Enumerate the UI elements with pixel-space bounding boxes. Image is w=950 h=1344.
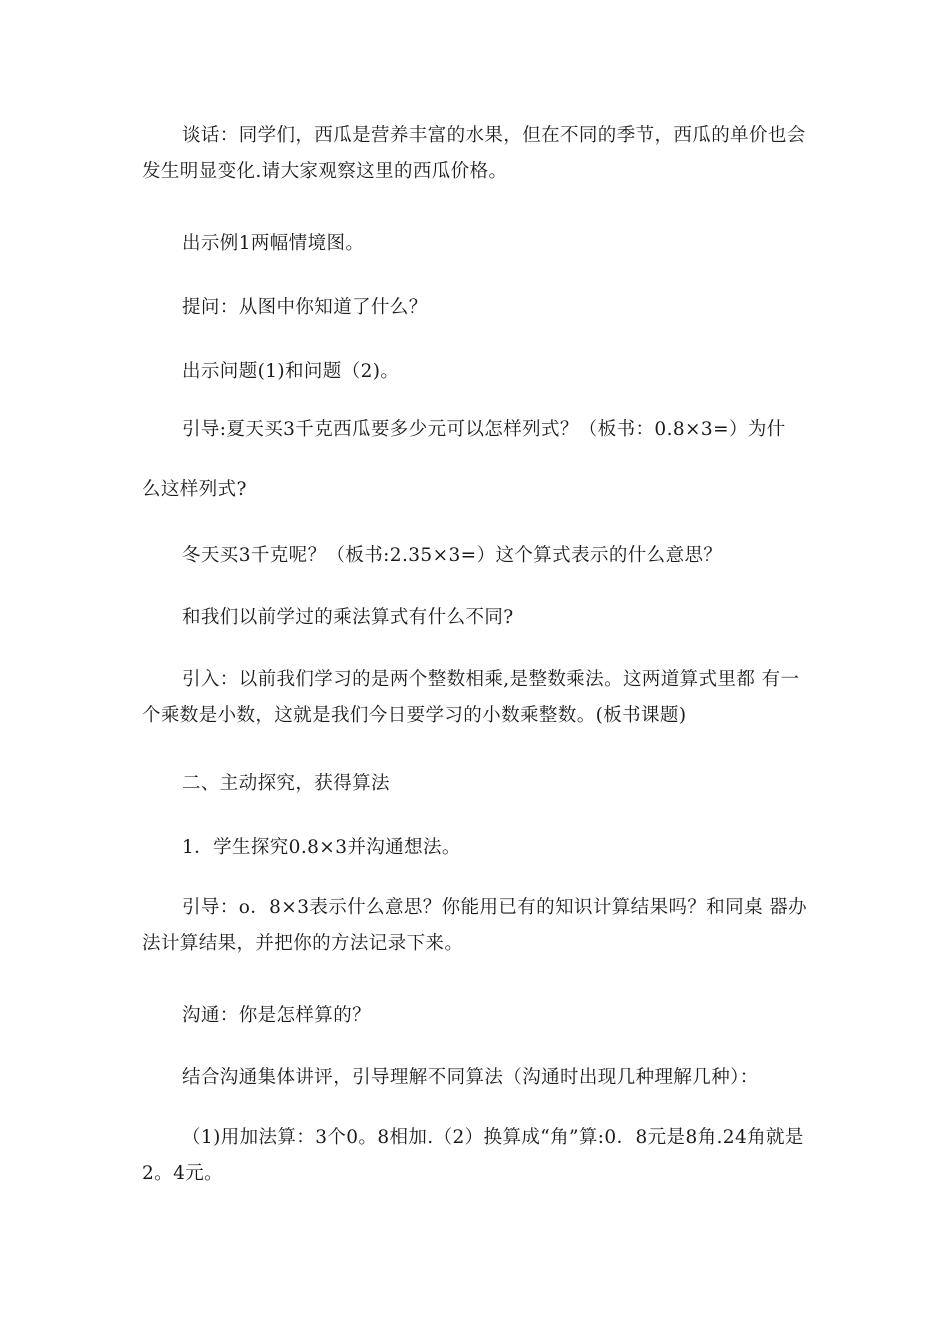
section-heading-explore: 二、主动探究，获得算法	[182, 773, 390, 794]
paragraph-guide-meaning: 引导：o．8×3表示什么意思？你能用已有的知识计算结果吗？和同桌 器办法计算结果，并把你的方法记录下来。	[142, 897, 808, 954]
paragraph-introduce-topic: 引入：以前我们学习的是两个整数相乘,是整数乘法。这两道算式里都 有一个乘数是小数，这就是我们今日要学习的小数乘整数。(板书课题)	[142, 669, 800, 726]
paragraph-show-example: 出示例1两幅情境图。	[182, 233, 365, 254]
paragraph-compare: 和我们以前学过的乘法算式有什么不同?	[182, 607, 514, 628]
paragraph-guide-summer: 引导:夏天买3千克西瓜要多少元可以怎样列式？（板书：0.8×3=）为什	[182, 419, 786, 440]
paragraph-guide-winter: 冬天买3千克呢？（板书:2.35×3=）这个算式表示的什么意思？	[182, 545, 723, 566]
paragraph-communicate: 沟通：你是怎样算的？	[182, 1005, 372, 1026]
paragraph-show-problems: 出示问题(1)和问题（2)。	[182, 361, 400, 382]
paragraph-question-prompt: 提问：从图中你知道了什么？	[182, 297, 428, 318]
paragraph-methods: （1)用加法算：3个0。8相加.（2）换算成“角”算:0．8元是8角.24角就是2。4元。	[142, 1127, 804, 1184]
paragraph-dialogue-intro: 谈话：同学们，西瓜是营养丰富的水果，但在不同的季节，西瓜的单价也会发生明显变化.请大家观察这里的西瓜价格。	[142, 125, 806, 182]
paragraph-guide-summer-cont: 么这样列式?	[142, 479, 247, 500]
paragraph-student-explore: 1．学生探究0.8×3并沟通想法。	[182, 837, 461, 858]
paragraph-collective-review: 结合沟通集体讲评，引导理解不同算法（沟通时出现几种理解几种）：	[182, 1067, 759, 1088]
